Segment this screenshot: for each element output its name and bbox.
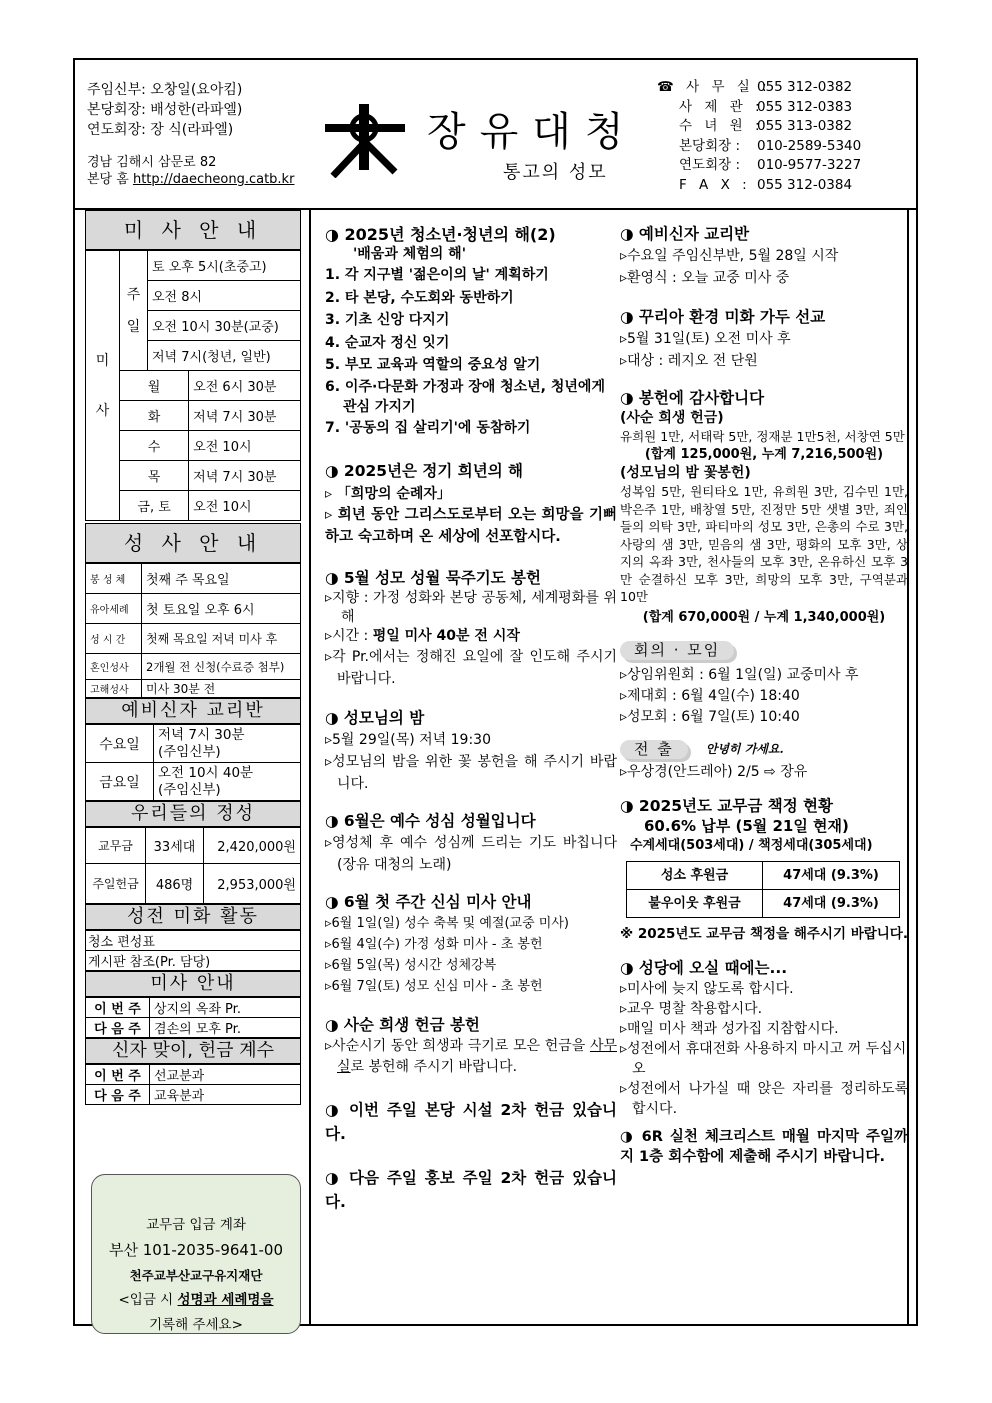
address: 경남 김해시 삼문로 82 <box>87 155 217 170</box>
contact-label: 사 제 관 : <box>679 98 764 115</box>
weekday: 목 <box>120 461 189 491</box>
weekday-time: 오전 10시 <box>189 431 301 461</box>
heart-line: ▹영성체 후 예수 성심께 드리는 기도 바칩니다(장유 대청의 노래) <box>325 835 617 873</box>
jubilee-title: ◑ 2025년은 정기 희년의 해 <box>325 462 524 480</box>
bulletin-body <box>75 210 916 1333</box>
home-label: 본당 홈 <box>87 172 133 187</box>
duty-key: 다 음 주 <box>86 1018 150 1038</box>
lent-offering-heading: (사순 희생 헌금) <box>620 410 724 426</box>
contact-value: 010-2589-5340 <box>757 137 862 154</box>
contact-value: 010-9577-3227 <box>757 157 862 173</box>
checklist-notice: ◑ 6R 실천 체크리스트 매월 마지막 주일까지 1층 회수함에 제출해 주시기 바랍니다. <box>620 1128 908 1165</box>
weekday: 월 <box>120 371 189 401</box>
sacrament-key: 성 시 간 <box>86 624 142 654</box>
weekday-time: 오전 6시 30분 <box>189 371 301 401</box>
support-table <box>626 861 900 918</box>
mass-side-label: 미 사 <box>86 251 120 521</box>
sacrament-key: 혼인성사 <box>86 654 142 680</box>
catechumen-line: ▹환영식 : 오늘 교중 미사 중 <box>620 270 790 286</box>
farewell-text: 안녕히 가세요. <box>705 741 784 756</box>
rosary-line: ▹시간 : <box>325 628 373 644</box>
column-1 <box>325 220 617 1214</box>
weekday-time: 저녁 7시 30분 <box>189 461 301 491</box>
visit-item: ▹성전에서 휴대전화 사용하지 마시고 꺼 두십시오 <box>620 1040 907 1077</box>
sacrament-value: 첫 토요일 오후 6시 <box>142 594 301 624</box>
catechumen-priest: (주임신부) <box>158 743 221 760</box>
bulletin-page <box>73 58 918 1333</box>
youth-item: 3. 기초 신앙 다지기 <box>325 312 450 328</box>
greeting-table <box>85 1064 301 1105</box>
second-collection-1: ◑ 이번 주일 본당 시설 2차 헌금 있습니다. <box>325 1101 617 1143</box>
lent-offering-sum: (합계 125,000원, 누계 7,216,500원) <box>644 447 884 462</box>
lent-text: 로 봉헌해 주시기 바랍니다. <box>350 1059 518 1075</box>
youth-item: 1. 각 지구별 '젊은이의 날' 계획하기 <box>325 267 549 283</box>
lent-offering-names: 유희원 1만, 서태락 5만, 정재분 1만5천, 서창연 5만 <box>620 429 905 444</box>
header-left <box>87 80 294 188</box>
contact-label: 연도회장 : <box>679 157 741 173</box>
meeting-item: ▹상임위원회 : 6월 1일(일) 교중미사 후 <box>620 666 859 683</box>
heart-title: ◑ 6월은 예수 성심 성월입니다 <box>325 812 536 830</box>
transfer-pill: 전 출 <box>620 740 688 759</box>
divider <box>309 210 311 1326</box>
sunday-mass-3: 저녁 7시(청년, 일반) <box>148 341 301 371</box>
sidebar <box>85 210 301 1105</box>
league-chair: 연도회장: 장 식(라파엘) <box>87 122 234 138</box>
june-item: ▹6월 7일(토) 성모 신심 미사 - 초 봉헌 <box>325 979 543 994</box>
jubilee-line: ▹ 희년 동안 그리스도로부터 오는 희망을 기뻐하고 숙고하며 온 세상에 선포합시다. <box>325 507 617 545</box>
lent-text: ▹사순시기 동안 희생과 극기로 모은 헌금을 <box>325 1038 590 1054</box>
mary-line: ▹5월 29일(목) 저녁 19:30 <box>325 732 491 748</box>
lent-office: 사무실 <box>337 1038 617 1075</box>
rosary-line: ▹각 Pr.에서는 정해진 요일에 잘 인도해 주시기 바랍니다. <box>325 649 617 687</box>
weekday-time: 오전 10시 <box>189 491 301 521</box>
weekday: 금, 토 <box>120 491 189 521</box>
lent-line <box>325 1036 617 1078</box>
contact-label: 본당회장 : <box>679 137 741 154</box>
support-key: 불우이웃 후원금 <box>627 889 763 917</box>
contact-value: 055 312-0383 <box>757 98 853 115</box>
june-item: ▹6월 4일(수) 가정 성화 미사 - 초 봉헌 <box>325 937 543 952</box>
environment-line: ▹대상 : 레지오 전 단원 <box>620 353 758 369</box>
due-households: 수계세대(503세대) / 책정세대(305세대) <box>630 837 873 853</box>
flower-offering-heading: (성모님의 밤 꽃봉헌) <box>620 465 751 481</box>
catechumen-priest: (주임신부) <box>158 781 221 798</box>
greeting-title: 신자 맞이, 헌금 계수 <box>85 1038 301 1064</box>
visit-title: ◑ 성당에 오실 때에는... <box>620 958 788 977</box>
mass-table <box>85 250 301 521</box>
meeting-pill: 회의 · 모임 <box>620 641 734 660</box>
bank-note-1: <입금 시 <box>118 1292 178 1308</box>
mass-duty-table <box>85 997 301 1038</box>
bulletin-subtitle: 통고의 성모 <box>503 162 608 183</box>
sacrament-key: 고해성사 <box>86 680 142 698</box>
environment-line: ▹5월 31일(토) 오전 미사 후 <box>620 331 791 347</box>
sunday-mass-0: 토 오후 5시(초중고) <box>148 251 301 281</box>
catechumen-day: 수요일 <box>86 725 154 763</box>
mass-duty-title: 미사 안내 <box>85 971 301 997</box>
flower-offering-sum: (합계 670,000원 / 누계 1,340,000원) <box>642 609 886 625</box>
offering-key: 주일헌금 <box>86 864 146 904</box>
offering-count: 486명 <box>146 864 204 904</box>
mass-title: 미 사 안 내 <box>85 210 301 250</box>
support-value: 47세대 (9.3%) <box>763 861 900 889</box>
offering-key: 교무금 <box>86 828 146 864</box>
youth-subtitle: '배움과 체험의 해' <box>353 246 466 262</box>
sacrament-title: 성 사 안 내 <box>85 523 301 563</box>
sacrament-table <box>85 563 301 698</box>
visit-item: ▹성전에서 나가실 때 앉은 자리를 정리하도록 합시다. <box>620 1080 908 1117</box>
sacrament-value: 미사 30분 전 <box>142 680 301 698</box>
support-key: 성소 후원금 <box>627 861 763 889</box>
duty-value: 겸손의 모후 Pr. <box>150 1018 301 1038</box>
support-value: 47세대 (9.3%) <box>763 889 900 917</box>
sacrament-key: 유아세례 <box>86 594 142 624</box>
home-link[interactable]: http://daecheong.catb.kr <box>132 172 295 187</box>
duty-value: 상지의 옥좌 Pr. <box>150 998 301 1018</box>
youth-item: 4. 순교자 정신 잇기 <box>325 334 450 351</box>
parish-chair: 본당회장: 배성한(라파엘) <box>87 102 243 118</box>
contacts <box>657 78 861 195</box>
second-collection-2: ◑ 다음 주일 홍보 주일 2차 헌금 있습니다. <box>325 1169 617 1211</box>
youth-item: 5. 부모 교육과 역할의 중요성 알기 <box>325 357 541 373</box>
flower-offering-names: 성복임 5만, 원티타오 1만, 유희원 3만, 김수민 1만, 박은주 1만, 배창열 5만, 진정만 5만 샛별 3만, 죄인들의 의탁 3만, 파티마의 성모 3만, 은총의 수로 3만, 사랑의 샘 3만, 믿음의 샘 3만, 평화의 모후 3만, 상지의 옥좌 3만, 천사들의 모후 3만, 온유하신 모후 3만 순결하신 모후 3만, 희망의 모후 3만, 구역분과 10만 <box>620 484 908 604</box>
sacrament-value: 첫째 목요일 저녁 미사 후 <box>142 624 301 654</box>
duty-key: 이 번 주 <box>86 998 150 1018</box>
due-title: ◑ 2025년도 교무금 책정 현황 <box>620 796 834 815</box>
offering-count: 33세대 <box>146 828 204 864</box>
bulletin-title: 장유대청 <box>427 109 638 155</box>
catechumen-line: ▹수요일 주임신부반, 5월 28일 시작 <box>620 248 839 264</box>
thanks-title: ◑ 봉헌에 감사합니다 <box>620 389 765 407</box>
meeting-item: ▹성모회 : 6월 7일(토) 10:40 <box>620 708 800 725</box>
catechumen-time: 오전 10시 40분 <box>158 764 254 781</box>
bank-title: 교무금 입금 계좌 <box>146 1217 246 1233</box>
mary-line: ▹성모님의 밤을 위한 꽃 봉헌을 해 주시기 바랍니다. <box>325 754 617 792</box>
sacrament-value: 2개월 전 신청(수료증 첨부) <box>142 654 301 680</box>
altar-row: 게시판 참조(Pr. 담당) <box>86 951 301 971</box>
altar-table <box>85 930 301 971</box>
bank-note-bold: 성명과 세례명을 <box>177 1292 274 1308</box>
visit-item: ▹매일 미사 책과 성가집 지참합시다. <box>620 1020 839 1037</box>
youth-item: 2. 타 본당, 수도회와 동반하기 <box>325 289 514 306</box>
greeting-key: 이 번 주 <box>86 1065 150 1085</box>
catechumen-day: 금요일 <box>86 763 154 801</box>
youth-item: 7. '공동의 집 살리기'에 동참하기 <box>325 419 531 436</box>
jubilee-line: ▹ 「희망의 순례자」 <box>325 486 451 502</box>
transfer-line: ▹우상경(안드레아) 2/5 ⇨ 장유 <box>620 763 808 780</box>
due-subtitle: 60.6% 납부 (5월 21일 현재) <box>644 816 849 835</box>
cross-logo-icon <box>325 98 405 178</box>
catechumen-time: 저녁 7시 30분 <box>158 726 245 743</box>
catechumen-title: ◑ 예비신자 교리반 <box>620 225 750 243</box>
sacrament-key: 봉 성 체 <box>86 564 142 594</box>
lent-title: ◑ 사순 희생 헌금 봉헌 <box>325 1016 480 1034</box>
youth-title: ◑ 2025년 청소년·청년의 해(2) <box>325 225 556 244</box>
column-2 <box>620 220 908 1167</box>
greeting-value: 선교분과 <box>150 1065 301 1085</box>
mary-title: ◑ 성모님의 밤 <box>325 709 425 727</box>
rosary-time: 평일 미사 40분 전 시작 <box>372 628 520 644</box>
bank-account-box <box>91 1174 301 1334</box>
sunday-mass-2: 오전 10시 30분(교중) <box>148 311 301 341</box>
due-note: ※ 2025년도 교무금 책정을 해주시기 바랍니다. <box>620 925 908 942</box>
contact-label: F A X : <box>679 176 751 193</box>
greeting-value: 교육분과 <box>150 1085 301 1105</box>
june-item: ▹6월 1일(일) 성수 축복 및 예절(교중 미사) <box>325 916 569 931</box>
bank-note-2: 기록해 주세요> <box>149 1317 243 1333</box>
meeting-item: ▹제대회 : 6월 4일(수) 18:40 <box>620 687 800 704</box>
visit-item: ▹교우 명찰 착용합시다. <box>620 1000 763 1017</box>
contact-value: 055 313-0382 <box>757 118 853 134</box>
environment-title: ◑ 꾸리아 환경 미화 가두 선교 <box>620 308 826 326</box>
altar-row: 청소 편성표 <box>86 931 301 951</box>
weekday: 수 <box>120 431 189 461</box>
bank-holder: 천주교부산교구유지재단 <box>129 1268 263 1283</box>
offering-amount: 2,420,000원 <box>204 828 301 864</box>
rosary-title: ◑ 5월 성모 성월 묵주기도 봉헌 <box>325 569 541 587</box>
weekday-time: 저녁 7시 30분 <box>189 401 301 431</box>
offering-amount: 2,953,000원 <box>204 864 301 904</box>
contact-label: ☎ 사 무 실 : <box>657 79 771 95</box>
offering-table <box>85 827 301 904</box>
sunday-label: 주 일 <box>120 251 148 371</box>
greeting-key: 다 음 주 <box>86 1085 150 1105</box>
sunday-mass-1: 오전 8시 <box>148 281 301 311</box>
contact-label: 수 녀 원 : <box>679 118 764 134</box>
contact-value: 055 312-0382 <box>757 79 853 95</box>
catechumen-side-table <box>85 724 301 801</box>
weekday: 화 <box>120 401 189 431</box>
contact-value: 055 312-0384 <box>757 176 853 193</box>
offering-title: 우리들의 정성 <box>85 801 301 827</box>
sacrament-value: 첫째 주 목요일 <box>142 564 301 594</box>
pastor: 주임신부: 오창일(요아킴) <box>87 82 243 98</box>
june-title: ◑ 6월 첫 주간 신심 미사 안내 <box>325 893 532 911</box>
catechumen-side-title: 예비신자 교리반 <box>85 698 301 724</box>
altar-title: 성전 미화 활동 <box>85 904 301 930</box>
rosary-line: ▹지향 : 가정 성화와 본당 공동체, 세계평화를 위해 <box>325 590 617 625</box>
header <box>75 60 916 210</box>
june-item: ▹6월 5일(목) 성시간 성체강복 <box>325 958 497 973</box>
visit-item: ▹미사에 늦지 않도록 합시다. <box>620 980 794 997</box>
youth-item: 6. 이주·다문화 가정과 장애 청소년, 청년에게 관심 가지기 <box>325 378 605 415</box>
bank-number: 부산 101-2035-9641-00 <box>108 1241 284 1259</box>
